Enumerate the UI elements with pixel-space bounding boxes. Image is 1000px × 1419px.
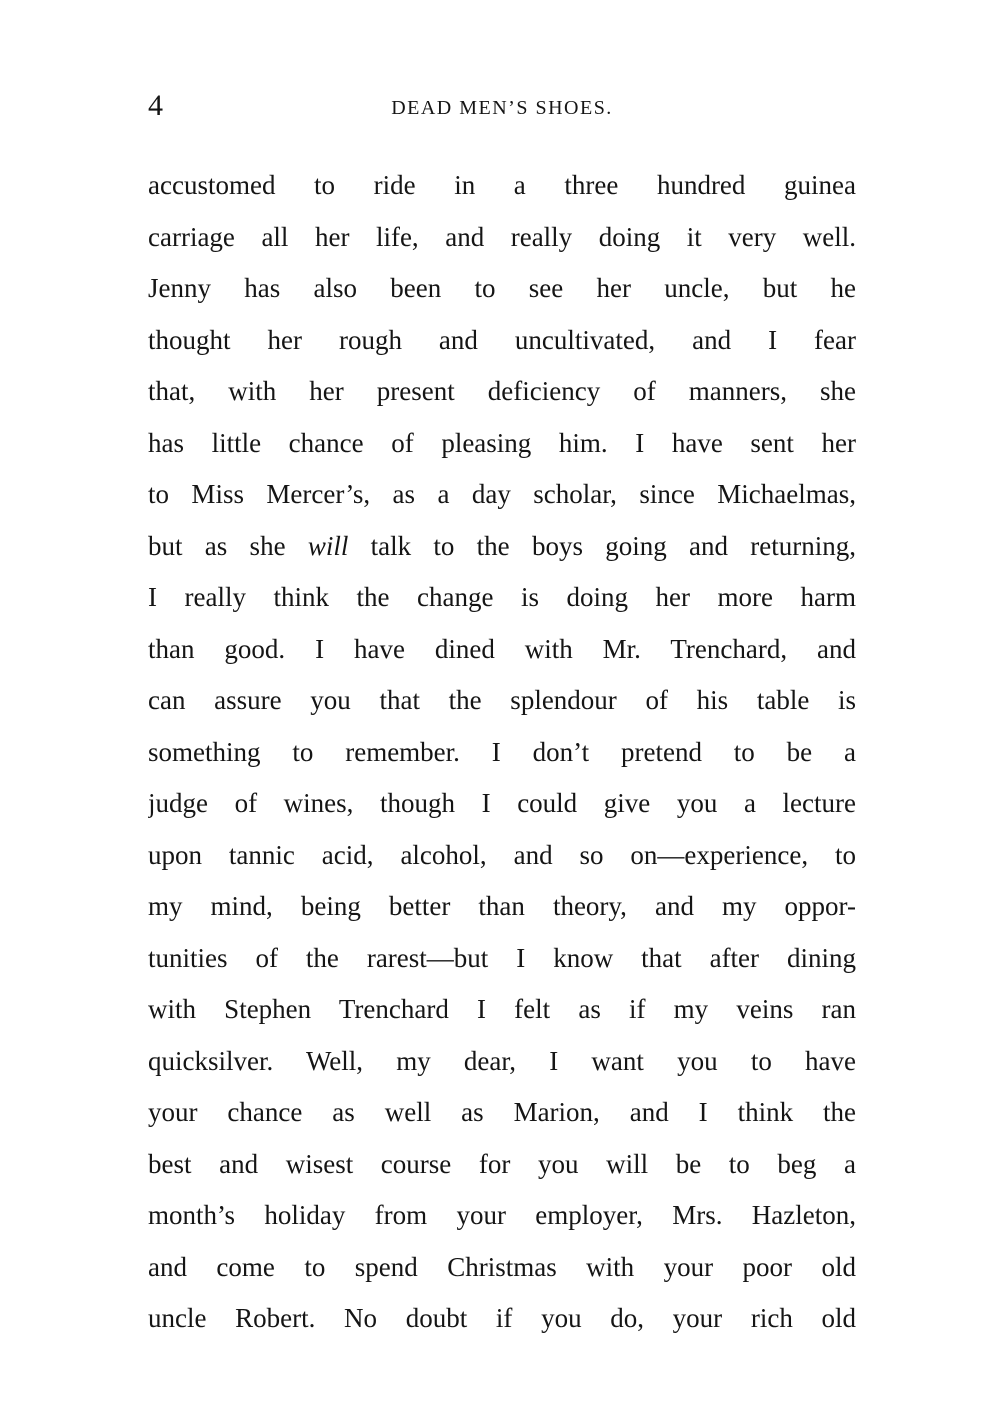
running-head [148,86,856,126]
emphasis-line: but as she will talk to the boys going and returning, [148,530,856,561]
text-line: my mind, being better than theory, and my oppor- [148,891,856,921]
text-line: judge of wines, though I could give you a lecture [148,788,856,818]
text-line: month’s holiday from your employer, Mrs. Hazleton, [148,1200,856,1230]
emphasis-word: will [307,530,349,561]
text-line: your chance as well as Marion, and I think the [148,1097,856,1127]
page-number: 4 [148,89,163,122]
text-line: can assure you that the splendour of his table is [148,685,856,715]
text-line: I really think the change is doing her more harm [148,582,856,612]
text-line: uncle Robert. No doubt if you do, your rich old [148,1303,856,1333]
text-line: Jenny has also been to see her uncle, but he [148,273,856,303]
text-line: and come to spend Christmas with your poor old [148,1251,856,1282]
body-text [148,160,856,1345]
text-line: quicksilver. Well, my dear, I want you to have [148,1045,856,1076]
text-line: thought her rough and uncultivated, and I fear [148,324,856,355]
text-line: with Stephen Trenchard I felt as if my veins ran [148,994,856,1024]
running-title: DEAD MEN’S SHOES. [391,97,613,119]
text-line: upon tannic acid, alcohol, and so on—experience, to [148,839,856,870]
text-line: carriage all her life, and really doing it very well. [148,221,856,252]
text-line: best and wisest course for you will be to beg a [148,1148,856,1179]
text-line: that, with her present deficiency of manners, she [148,376,856,406]
text-line: tunities of the rarest—but I know that after dining [148,942,856,973]
text-line: something to remember. I don’t pretend to be a [148,736,856,767]
text-line [148,521,856,573]
text-line: has little chance of pleasing him. I have sent her [148,427,856,458]
text-line: to Miss Mercer’s, as a day scholar, since Michaelmas, [148,479,856,509]
text-line: accustomed to ride in a three hundred guinea [148,170,856,200]
text-line: than good. I have dined with Mr. Trenchard, and [148,633,856,664]
